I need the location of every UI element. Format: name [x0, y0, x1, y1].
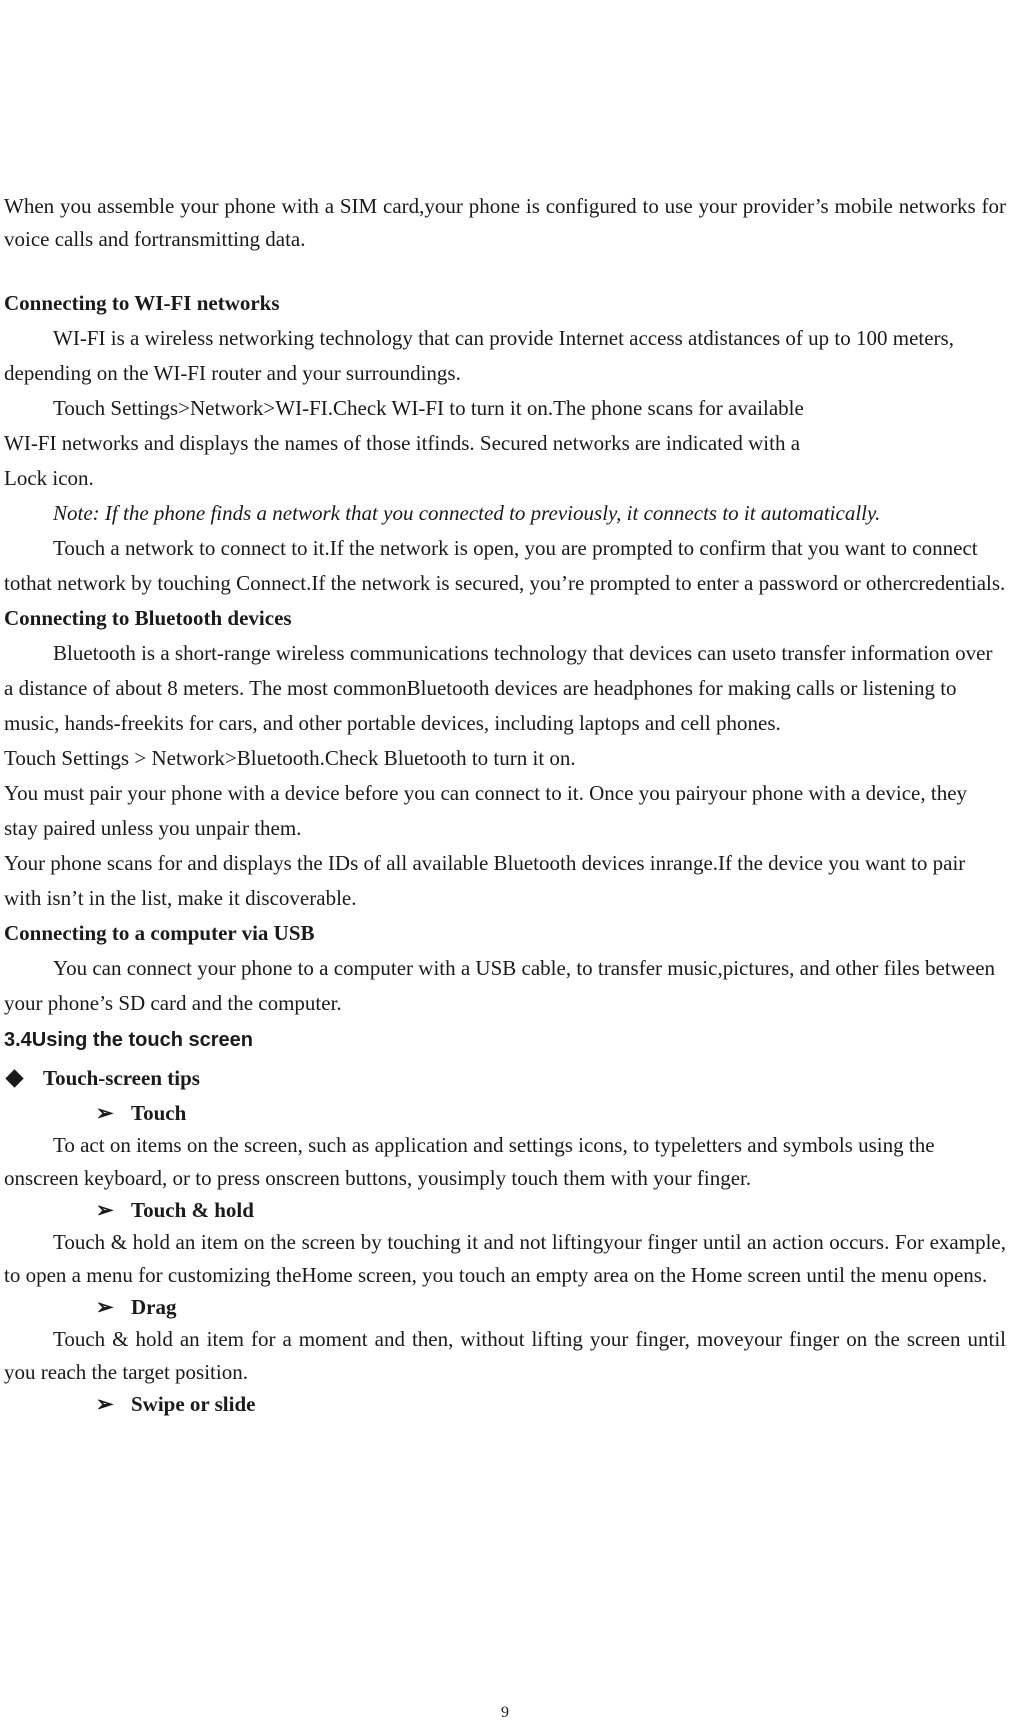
arrow-bullet-icon: ➢	[96, 1198, 114, 1222]
touch-hold-paragraph: Touch & hold an item on the screen by touching it and not liftingyour finger until an action occurs. For example, to open a menu for customizing theHome screen, you touch an empty area on the Home screen until the menu opens.	[4, 1230, 1006, 1287]
drag-paragraph: Touch & hold an item for a moment and then, without lifting your finger, moveyour finger on the screen until you reach the target position.	[4, 1327, 1006, 1384]
swipe-subheading	[4, 1388, 1006, 1420]
wifi-paragraph-1: WI-FI is a wireless networking technology that can provide Internet access atdistances of up to 100 meters, depending on the WI-FI router and your surroundings.	[4, 326, 954, 385]
touch-hold-subheading-label: Touch & hold	[131, 1198, 254, 1222]
touch-screen-tips-heading	[4, 1059, 1006, 1097]
bluetooth-heading: Connecting to Bluetooth devices	[4, 606, 292, 630]
wifi-paragraph-2-line-3: Lock icon.	[4, 466, 94, 490]
wifi-paragraph-2-line-1: Touch Settings>Network>WI-FI.Check WI-FI to turn it on.The phone scans for available	[53, 396, 804, 420]
wifi-paragraph-3: Touch a network to connect to it.If the network is open, you are prompted to confirm that you want to connect tothat network by touching Connect.If the network is secured, you’re prompted to enter a password or othercredentials.	[4, 536, 1006, 595]
usb-paragraph-1: You can connect your phone to a computer with a USB cable, to transfer music,pictures, and other files between your phone’s SD card and the computer.	[4, 956, 996, 1015]
arrow-bullet-icon: ➢	[96, 1101, 114, 1125]
drag-subheading	[4, 1291, 1006, 1323]
touch-paragraph: To act on items on the screen, such as application and settings icons, to typeletters and symbols using the onscreen keyboard, or to press onscreen buttons, yousimply touch them with your finger.	[4, 1133, 935, 1190]
section-3-4-title: 3.4Using the touch screen	[4, 1029, 253, 1051]
intro-paragraph: When you assemble your phone with a SIM card,your phone is configured to use your provider’s mobile networks for voice calls and fortransmitting data.	[4, 194, 1006, 251]
document-page	[4, 190, 1006, 1420]
swipe-subheading-label: Swipe or slide	[131, 1392, 256, 1416]
wifi-heading: Connecting to WI-FI networks	[4, 291, 280, 315]
bluetooth-paragraph-4: Your phone scans for and displays the IDs of all available Bluetooth devices inrange.If the device you want to pair with isn’t in the list, make it discoverable.	[4, 851, 966, 910]
usb-heading: Connecting to a computer via USB	[4, 921, 315, 945]
wifi-paragraph-2-line-2: WI-FI networks and displays the names of those itfinds. Secured networks are indicated with a	[4, 431, 801, 455]
touch-hold-subheading	[4, 1194, 1006, 1226]
arrow-bullet-icon: ➢	[96, 1295, 114, 1319]
touch-subheading-label: Touch	[131, 1101, 187, 1125]
arrow-bullet-icon: ➢	[96, 1392, 114, 1416]
diamond-bullet-icon	[5, 1069, 23, 1087]
page-number: 9	[501, 1704, 509, 1721]
drag-subheading-label: Drag	[131, 1295, 177, 1319]
bluetooth-paragraph-1: Bluetooth is a short-range wireless communications technology that devices can useto transfer information over a distance of about 8 meters. The most commonBluetooth devices are headphones for making calls or listening to music, hands-freekits for cars, and other portable devices, including laptops and cell phones.	[4, 641, 993, 735]
touch-screen-tips-label: Touch-screen tips	[43, 1066, 200, 1090]
touch-subheading	[4, 1097, 1006, 1129]
wifi-note: Note: If the phone finds a network that you connected to previously, it connects to it automatically.	[53, 501, 881, 525]
bluetooth-paragraph-2: Touch Settings > Network>Bluetooth.Check Bluetooth to turn it on.	[4, 746, 576, 770]
bluetooth-paragraph-3: You must pair your phone with a device before you can connect to it. Once you pairyour phone with a device, they stay paired unless you unpair them.	[4, 781, 968, 840]
